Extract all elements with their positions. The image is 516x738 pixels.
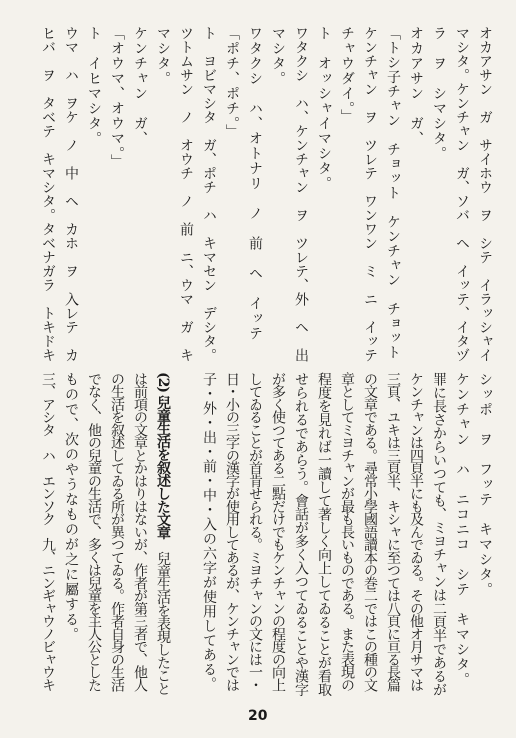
text-column: ウマ ハ ヲケ ノ 中 ヘ カホ ヲ 入レテ カ	[63, 26, 79, 362]
text-column: ト オッシャイマシタ。	[316, 26, 332, 191]
text-column: 罪に長さからいつても、ミヨチャンは二頁半であるが	[431, 372, 447, 696]
text-column: チャウダイ。」	[339, 26, 355, 124]
text-column: ワタクシ ハ、ケンチャン ヲ ツレテ、外 ヘ 出	[293, 26, 309, 362]
text-column: 三頁、ユキは三頁半、キシャに至つては八頁に亘る長篇	[385, 372, 401, 691]
text-column: 日・小の三字の漢字が使用してあるが、ケンチャンでは	[224, 372, 240, 691]
text-column: ヒバ ヲ タベテ キマシタ。タベナガラ トキドキ	[40, 26, 56, 362]
text-column: でなく、他の兒童の生活で、多くは兒童を主人公とした	[86, 372, 102, 691]
section-heading-continuation: 兒童生活を表現したこと	[155, 538, 171, 695]
text-column: 三、アシタ ハ エンソク 九、ニンギャウノビャウキ	[40, 372, 56, 691]
text-column: オカアサン ガ、	[408, 26, 424, 146]
text-column: は前項の文章とかはりはないが、作者が第三者で、他人	[132, 372, 148, 691]
text-column: ケンチャン ガ、	[132, 26, 148, 146]
text-column: ケンチャン ハ ニコニコ シテ キマシタ。	[454, 372, 470, 687]
text-column: マシタ。ケンチャン ガ、ソバ ヘ イッテ、イタヅ	[454, 26, 470, 362]
text-column: シッポ ヲ フッテ キマシタ。	[477, 372, 493, 597]
text-column: 「オウマ、オウマ。」	[109, 26, 125, 169]
text-column: が多く使つてある二點だけでもケンチャンの程度の向上	[270, 372, 286, 691]
text-column: ト ヨビマシタ ガ、ポチ ハ キマセン デシタ。	[201, 26, 217, 362]
text-column: してゐることが首肯せられる。ミヨチャンの文には一・	[247, 372, 263, 691]
text-column: 章としてミヨチャンが最も長いものである。また表現の	[339, 372, 355, 691]
text-column: の文章である。尋常小學國語讀本の巻二ではこの種の文	[362, 372, 378, 691]
section-heading: (2) 兒童生活を叙述した文章	[155, 372, 171, 539]
text-column: ワタクシ ハ、オトナリ ノ 前 ヘ イッテ	[247, 26, 263, 341]
text-column: オカアサン ガ サイホウ ヲ シテ イラッシャイ	[477, 26, 493, 362]
text-column: ツトムサン ノ オウチ ノ 前 ニ、ウマ ガ キ	[178, 26, 194, 362]
text-column: せられるであらう。會話が多く入つてゐることや漢字	[293, 372, 309, 696]
page-number: 20	[248, 708, 268, 724]
text-column: の生活を叙述してゐる所が異つてゐる。作者自身の生活	[109, 372, 125, 691]
text-column: マシタ。	[270, 26, 286, 86]
text-column: 子・外・出・前・中・入の六字が使用してある。	[201, 372, 217, 691]
text-column: もので、次のやうなものが之に屬する。	[63, 372, 79, 642]
text-column: ケンチャン ヲ ツレテ ワンワン ミ ニ イッテ	[362, 26, 378, 362]
text-column: 程度を見れば一讀して著しく向上してゐることが看取	[316, 372, 332, 696]
text-column: 「ポチ、ポチ。」	[224, 26, 240, 139]
section-heading-column	[156, 372, 170, 695]
text-column: ト イヒマシタ。	[86, 26, 102, 146]
text-column: ラ ヲ シマシタ。	[431, 26, 447, 161]
text-column: 「トシ子チャン チョット ケンチャン チョット	[385, 26, 401, 360]
text-column: マシタ。	[155, 26, 171, 86]
text-column: ケンチャンは四頁半にも及んでゐる。その他オ月サマは	[408, 372, 424, 691]
